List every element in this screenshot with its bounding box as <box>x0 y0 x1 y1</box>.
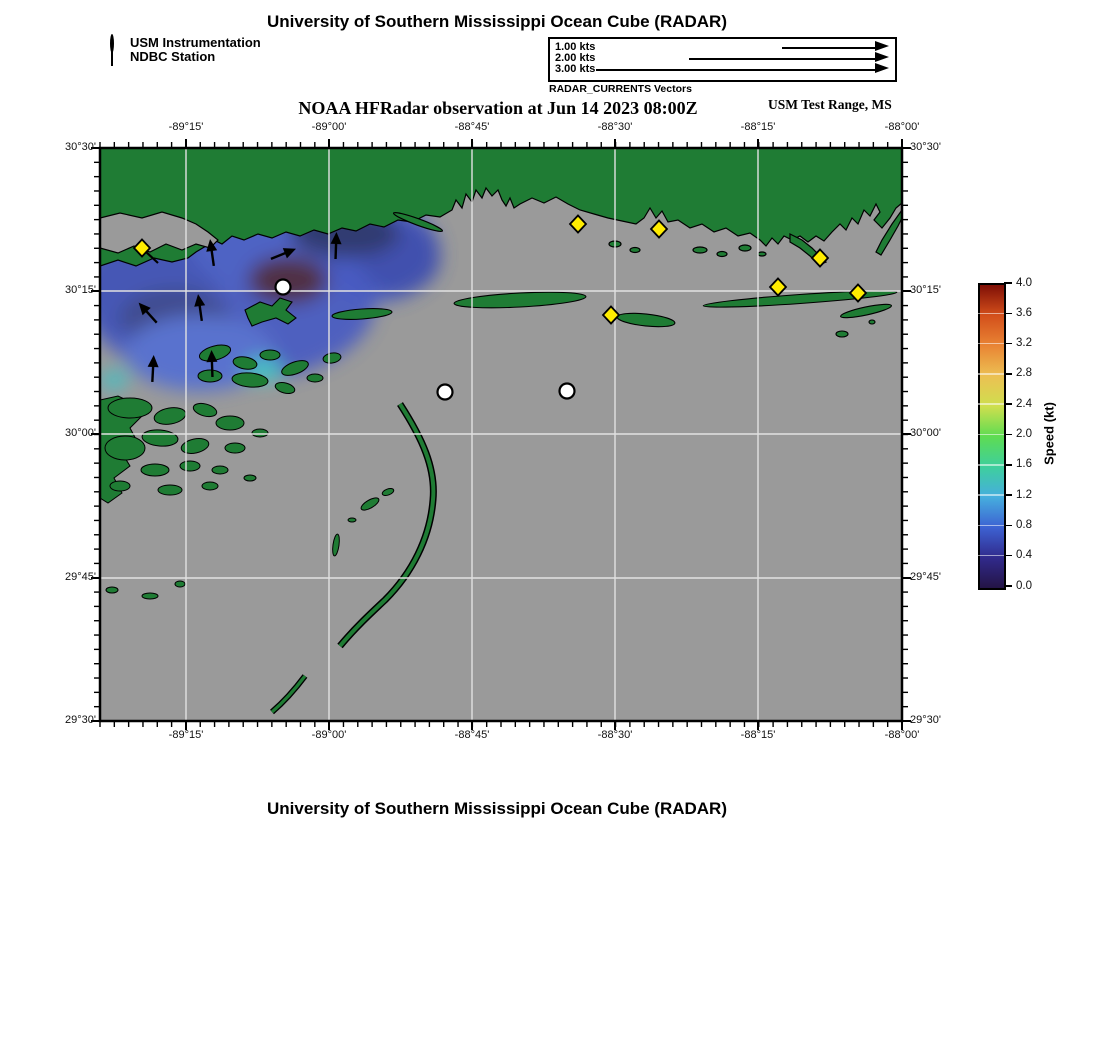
legend-ndbc-label: NDBC Station <box>130 49 216 64</box>
colorbar-tick <box>1004 555 1012 557</box>
colorbar-tick-label: 0.8 <box>1016 518 1032 531</box>
y-axis-label-right: 29°45' <box>910 571 941 583</box>
colorbar-tick-label: 0.0 <box>1016 579 1032 592</box>
colorbar-tick-label: 3.2 <box>1016 337 1032 350</box>
y-axis-label-left: 29°45' <box>65 571 96 583</box>
colorbar-tick-label: 2.8 <box>1016 367 1032 380</box>
x-axis-label-bottom: -88°45' <box>454 729 490 741</box>
test-range-label: USM Test Range, MS <box>768 97 892 112</box>
colorbar-title: Speed (kt) <box>1041 402 1057 465</box>
colorbar-tick-label: 2.0 <box>1016 428 1032 440</box>
colorbar-tick-label: 1.6 <box>1016 458 1032 471</box>
usm-instrumentation-marker <box>560 384 575 399</box>
colorbar-tick <box>1004 585 1012 587</box>
legend-row-ndbc <box>110 50 261 64</box>
colorbar-tick-label: 0.4 <box>1016 549 1032 562</box>
x-axis-label-bottom: -89°15' <box>168 729 204 741</box>
x-axis-label-top: -88°00' <box>884 121 920 133</box>
colorbar-gridline <box>978 525 1006 527</box>
colorbar-gridline <box>978 555 1006 557</box>
vector-scale-line <box>689 58 877 60</box>
colorbar-tick <box>1004 434 1012 436</box>
colorbar-tick <box>1004 464 1012 466</box>
colorbar-tick <box>1004 403 1012 405</box>
vector-scale-row <box>550 53 895 64</box>
legend-row-usm <box>110 36 261 50</box>
colorbar-tick <box>1004 282 1012 284</box>
colorbar-tick-label: 1.2 <box>1016 488 1032 501</box>
colorbar-tick <box>1004 373 1012 375</box>
y-axis-label-right: 29°30' <box>910 714 941 726</box>
y-axis-label-right: 30°15' <box>910 284 941 296</box>
usm-instrumentation-marker <box>276 280 291 295</box>
vector-scale-caption: RADAR_CURRENTS Vectors <box>549 83 692 95</box>
y-axis-label-left: 30°00' <box>65 427 96 439</box>
ndbc-diamond-icon <box>110 51 123 64</box>
vector-scale-row <box>550 64 895 75</box>
vector-scale-line <box>782 47 877 49</box>
colorbar-gridline <box>978 403 1006 405</box>
y-axis-label-right: 30°00' <box>910 427 941 439</box>
colorbar-tick-label: 4.0 <box>1016 276 1032 289</box>
colorbar <box>978 283 1006 590</box>
colorbar-tick <box>1004 343 1012 345</box>
y-axis-label-left: 29°30' <box>65 714 96 726</box>
x-axis-label-top: -89°00' <box>311 121 347 133</box>
vector-scale-arrowhead-icon <box>875 63 889 73</box>
observation-subtitle: NOAA HFRadar observation at Jun 14 2023 08:00Z <box>298 98 698 118</box>
x-axis-label-top: -89°15' <box>168 121 204 133</box>
figure-title-top: University of Southern Mississippi Ocean Cube (RADAR) <box>266 12 727 31</box>
vector-scale-label: 2.00 kts <box>555 52 596 64</box>
map-svg <box>88 136 914 733</box>
colorbar-tick-label: 3.6 <box>1016 306 1032 319</box>
colorbar-tick-label: 2.4 <box>1016 397 1032 410</box>
y-axis-label-left: 30°30' <box>65 141 96 153</box>
x-axis-label-bottom: -88°30' <box>597 729 633 741</box>
x-axis-label-bottom: -89°00' <box>311 729 347 741</box>
vector-scale-line <box>596 69 877 71</box>
x-axis-label-top: -88°45' <box>454 121 490 133</box>
colorbar-gridline <box>978 343 1006 345</box>
colorbar-tick <box>1004 494 1012 496</box>
legend-usm-label: USM Instrumentation <box>130 35 261 50</box>
vector-scale-arrowhead-icon <box>875 41 889 51</box>
x-axis-label-bottom: -88°15' <box>740 729 776 741</box>
colorbar-tick <box>1004 313 1012 315</box>
usm-instrumentation-marker <box>438 385 453 400</box>
x-axis-label-bottom: -88°00' <box>884 729 920 741</box>
colorbar-gridline <box>978 464 1006 466</box>
x-axis-label-top: -88°30' <box>597 121 633 133</box>
vector-scale-label: 1.00 kts <box>555 41 596 53</box>
figure-title-bottom: University of Southern Mississippi Ocean Cube (RADAR) <box>266 799 727 818</box>
y-axis-label-right: 30°30' <box>910 141 941 153</box>
map-legend <box>110 36 261 64</box>
colorbar-tick <box>1004 525 1012 527</box>
vector-scale-arrowhead-icon <box>875 52 889 62</box>
colorbar-gridline <box>978 434 1006 436</box>
colorbar-gridline <box>978 313 1006 315</box>
y-axis-label-left: 30°15' <box>65 284 96 296</box>
colorbar-gridline <box>978 494 1006 496</box>
x-axis-label-top: -88°15' <box>740 121 776 133</box>
colorbar-gridline <box>978 373 1006 375</box>
vector-scale-row <box>550 42 895 53</box>
vector-scale-label: 3.00 kts <box>555 63 596 75</box>
vector-scale-box <box>548 37 897 82</box>
